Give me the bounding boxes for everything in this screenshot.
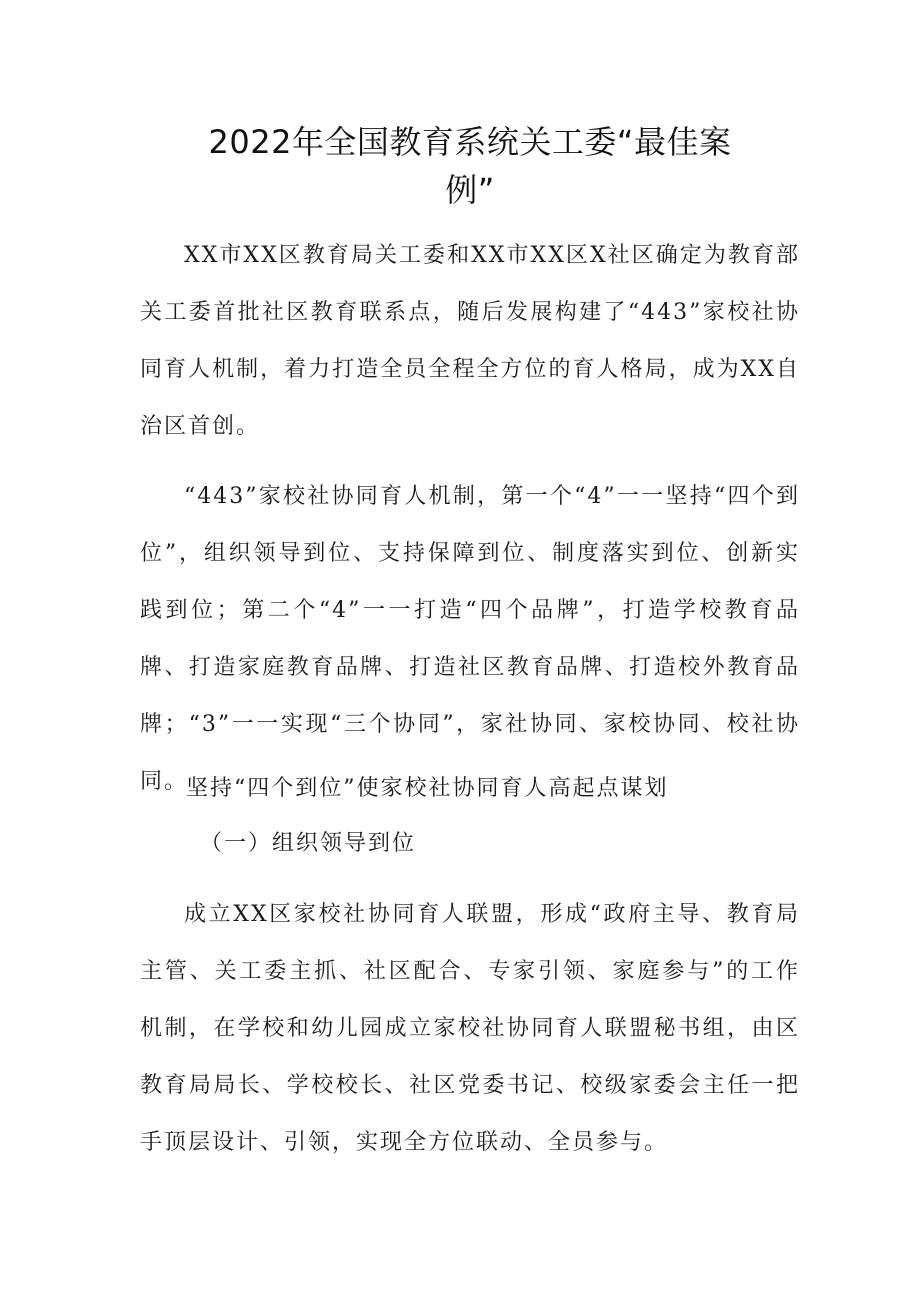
document-title-line-2: 例” bbox=[445, 171, 495, 209]
mechanism-paragraph: “443”家校社协同育人机制，第一个“4”一一坚持“四个到位”，组织领导到位、支持保障到位、制度落实到位、创新实践到位；第二个“4”一一打造“四个品牌”，打造学校教育品牌、打造家庭教育品牌、打造社区教育品牌、打造校外教育品牌；“3”一一实现“三个协同”，家社协同、家校协同、校社协同。 bbox=[140, 484, 800, 794]
subsection-heading: （一）组织领导到位 bbox=[200, 831, 417, 856]
intro-paragraph: XX市XX区教育局关工委和XX市XX区X社区确定为教育部关工委首批社区教育联系点，随后发展构建了“443”家校社协同育人机制，着力打造全员全程全方位的育人格局，成为XX自治区首创。 bbox=[140, 243, 800, 439]
body-paragraph: 成立XX区家校社协同育人联盟，形成“政府主导、教育局主管、关工委主抓、社区配合、专家引领、家庭参与”的工作机制，在学校和幼儿园成立家校社协同育人联盟秘书组，由区教育局局长、学校校长、社区党委书记、校级家委会主任一把手顶层设计、引领，实现全方位联动、全员参与。 bbox=[140, 902, 800, 1155]
document-title-line-1: 2022年全国教育系统关工委“最佳案 bbox=[208, 123, 732, 161]
section-heading: 坚持“四个到位”使家校社协同育人高起点谋划 bbox=[186, 776, 669, 801]
